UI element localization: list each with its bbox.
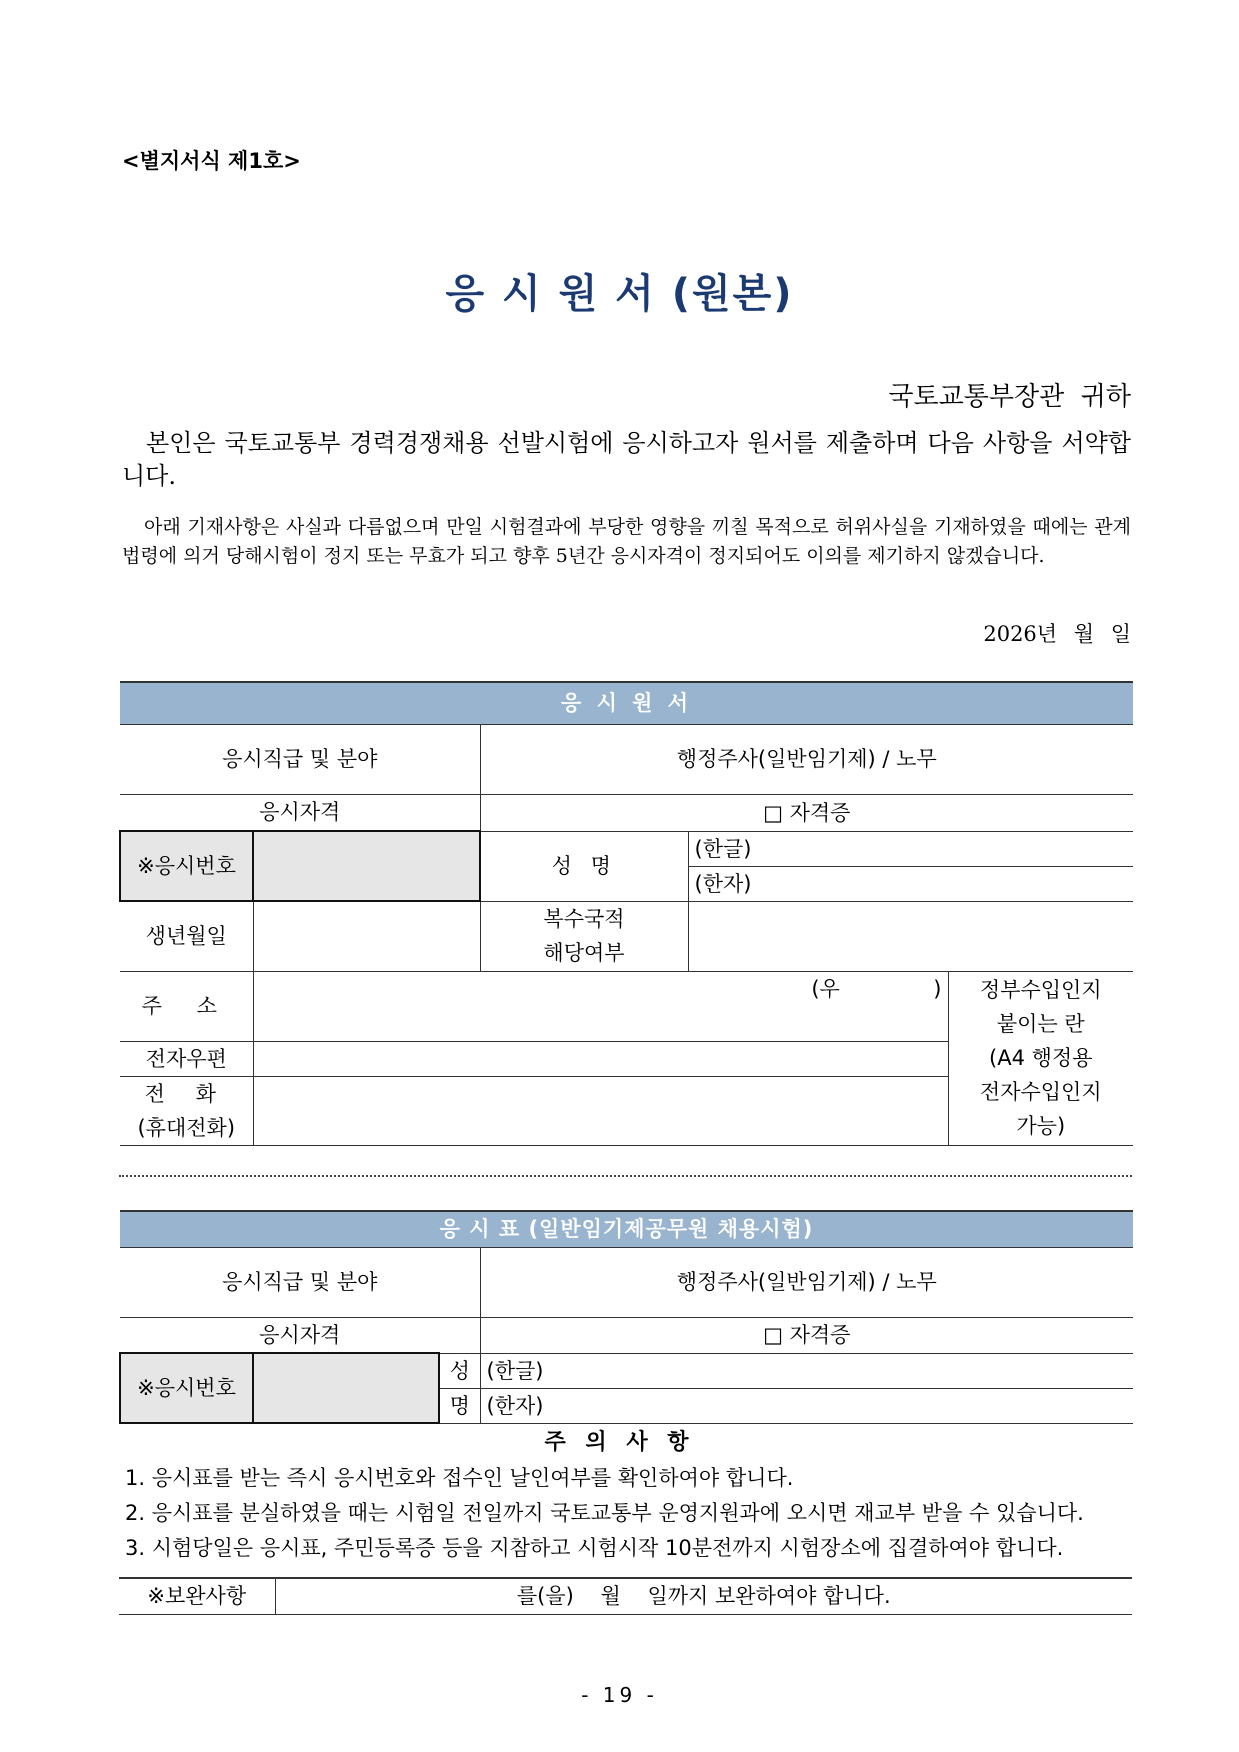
phone-label-line2: (휴대전화) [137,1115,236,1140]
ticket-name-korean-field[interactable]: (한글) [480,1353,1133,1388]
supplement-label: ※보완사항 [119,1578,275,1614]
ticket-qualification-label: 응시자격 [120,1317,480,1353]
stamp-line-3: (A4 행정용 [989,1046,1093,1070]
application-table [119,681,1133,1146]
rank-label: 응시직급 및 분야 [120,724,480,794]
supplement-table [119,1577,1132,1615]
revenue-stamp-box [948,971,1133,1145]
ticket-rank-value[interactable]: 행정주사(일반임기제) / 노무 [480,1247,1133,1317]
addressee: 국토교통부장관 귀하 [888,382,1131,412]
notice-title: 주 의 사 항 [544,1430,695,1455]
rank-value[interactable]: 행정주사(일반임기제) / 노무 [480,724,1133,794]
dual-nationality-label [480,901,688,971]
ticket-name-char-2: 명 [439,1388,480,1423]
ticket-exam-number-label: ※응시번호 [120,1353,253,1423]
email-field[interactable] [253,1041,948,1076]
exam-number-label: ※응시번호 [120,831,253,901]
notice-item: 3. 시험당일은 응시표, 주민등록증 등을 지참하고 시험시작 10분전까지 시험장소에 집결하여야 합니다. [125,1536,1064,1560]
ticket-header: 응 시 표 (일반임기제공무원 채용시험) [120,1211,1133,1247]
email-label: 전자우편 [120,1041,253,1076]
phone-label-line1: 전 화 [144,1081,228,1106]
name-korean-field[interactable]: (한글) [688,831,1133,866]
supplement-field[interactable]: 를(을) 월 일까지 보완하여야 합니다. [275,1578,1132,1614]
date-line: 2026년 월 일 [983,622,1131,646]
phone-label [120,1076,253,1145]
ticket-name-char-1: 성 [439,1353,480,1388]
page-title: 응 시 원 서 (원본) [445,271,794,317]
ticket-qualification-checkbox[interactable]: □ 자격증 [480,1317,1133,1353]
address-field[interactable] [253,971,948,1041]
ticket-table [119,1210,1133,1424]
application-header: 응 시 원 서 [120,682,1133,724]
address-label: 주 소 [120,971,253,1041]
phone-field[interactable] [253,1076,948,1145]
stamp-line-5: 가능) [1016,1114,1066,1138]
name-hanja-field[interactable]: (한자) [688,866,1133,901]
dual-nationality-line1: 복수국적 [543,907,625,931]
qualification-label: 응시자격 [120,794,480,831]
name-label: 성 명 [480,831,688,901]
dual-nationality-field[interactable] [688,901,1133,971]
page-number: - 19 - [581,1683,658,1707]
birth-date-field[interactable] [253,901,480,971]
form-label: <별지서식 제1호> [122,149,301,173]
birth-date-label: 생년월일 [120,901,253,971]
cut-line-divider [119,1175,1132,1177]
stamp-line-1: 정부수입인지 [979,978,1102,1002]
pledge-paragraph: 아래 기재사항은 사실과 다름없으며 만일 시험결과에 부당한 영향을 끼칠 목적으로 허위사실을 기재하였을 때에는 관계법령에 의거 당해시험이 정지 또는 무효가 되고 향후 5년간 응시자격이 정지되어도 이의를 제기하지 않겠습니다. [122,516,1131,567]
exam-number-field [253,831,480,901]
dual-nationality-line2: 해당여부 [543,941,625,965]
qualification-checkbox[interactable]: □ 자격증 [480,794,1133,831]
ticket-exam-number-field [253,1353,439,1423]
stamp-line-4: 전자수입인지 [979,1080,1102,1104]
stamp-line-2: 붙이는 란 [996,1012,1085,1036]
ticket-name-hanja-field[interactable]: (한자) [480,1388,1133,1423]
notice-item: 1. 응시표를 받는 즉시 응시번호와 접수인 날인여부를 확인하여야 합니다. [125,1466,794,1490]
postal-code: (우 ) [811,976,942,1001]
ticket-rank-label: 응시직급 및 분야 [120,1247,480,1317]
intro-paragraph: 본인은 국토교통부 경력경쟁채용 선발시험에 응시하고자 원서를 제출하며 다음 사항을 서약합니다. [122,429,1131,490]
notice-item: 2. 응시표를 분실하였을 때는 시험일 전일까지 국토교통부 운영지원과에 오시면 재교부 받을 수 있습니다. [125,1501,1084,1525]
notice-list [125,1461,1135,1566]
